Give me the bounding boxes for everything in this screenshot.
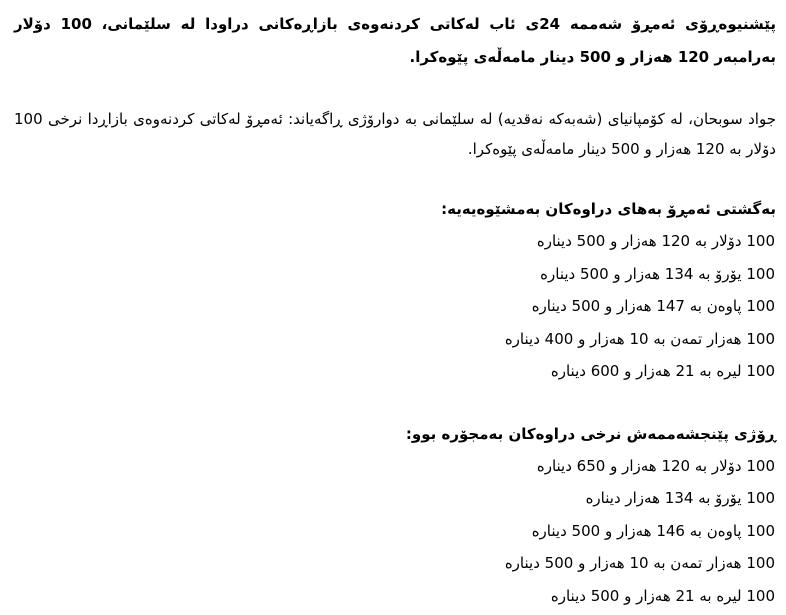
body-paragraph: جواد سوبحان، لە کۆمپانیای (شەبەکە نەقدیە) لە سلێمانی بە دوارۆژی ڕاگەیاند: ئەمڕۆ لەکاتی کردنەوەی بازاڕدا نرخی 100 دۆلار بە 120 هەزار و 500 دینار مامەڵەی پێوەکرا. <box>14 110 776 158</box>
thursday-rates-list <box>14 450 776 613</box>
rate-item: 100 پاوەن بە 146 هەزار و 500 دینارە <box>531 521 775 540</box>
rate-item: 100 یۆرۆ بە 134 هەزار دینارە <box>585 489 775 507</box>
thursday-rates-section <box>14 418 776 613</box>
today-rates-heading: بەگشتی ئەمڕۆ بەهای دراوەکان بەمشێوەیەیە: <box>441 200 776 218</box>
rate-item: 100 هەزار تمەن بە 10 هەزار و 500 دینارە <box>504 554 775 572</box>
rate-item: 100 لیرە بە 21 هەزار و 500 دینارە <box>550 586 775 605</box>
today-rates-section <box>14 193 776 388</box>
rate-item: 100 پاوەن بە 147 هەزار و 500 دینارە <box>531 297 775 315</box>
rate-item: 100 یۆرۆ بە 134 هەزار و 500 دینارە <box>540 264 775 283</box>
thursday-rates-heading: ڕۆژی پێنجشەممەش نرخی دراوەکان بەمجۆرە بوو: <box>405 424 776 443</box>
lead-paragraph: پێشنیوەڕۆی ئەمڕۆ شەممە 24ی ئاب لەکاتی کردنەوەی بازاڕەکانی دراودا لە سلێمانی، 100 دۆلار بەرامبەر 120 هەزار و 500 دینار مامەڵەی پێوەکرا. <box>14 15 776 66</box>
rate-item: 100 دۆلار بە 120 هەزار و 500 دینارە <box>536 232 775 250</box>
rate-item: 100 هەزار تمەن بە 10 هەزار و 400 دینارە <box>504 329 775 348</box>
today-rates-list <box>14 225 776 388</box>
rate-item: 100 دۆلار بە 120 هەزار و 650 دینارە <box>536 456 775 475</box>
rate-item: 100 لیرە بە 21 هەزار و 600 دینارە <box>550 362 775 380</box>
